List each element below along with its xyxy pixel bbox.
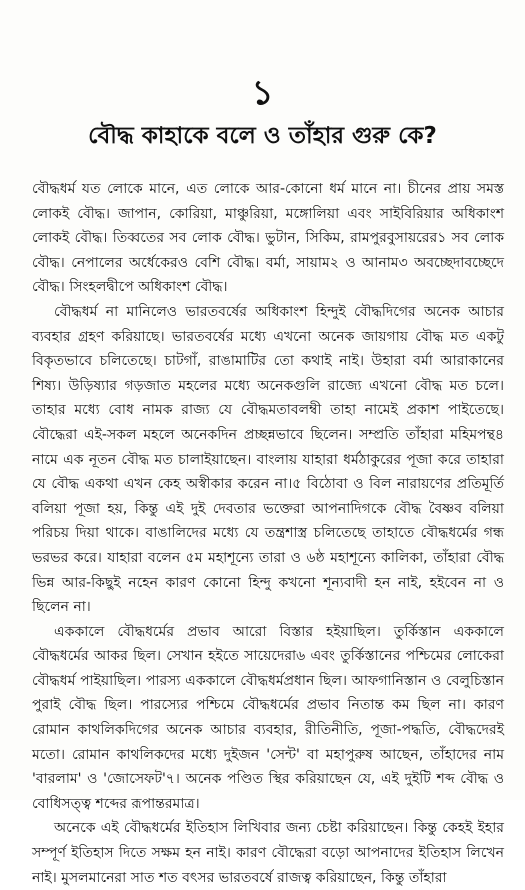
paragraph-4: অনেকে এই বৌদ্ধধর্মের ইতিহাস লিখিবার জন্য চেষ্টা করিয়াছেন। কিন্তু কেহই ইহার সম্পূর্ণ ইতিহাস দিতে সক্ষম হন নাই। কারণ বৌদ্ধেরা বড়ো আপনাদের ইতিহাস লিখেন নাই। মুসলমানেরা সাত শত বৎসর ভারতবর্ষে রাজত্ব করিয়াছেন, কিন্তু তাঁহারা bbox=[32, 820, 504, 886]
chapter-title: বৌদ্ধ কাহাকে বলে ও তাঁহার গুরু কে? bbox=[88, 123, 437, 149]
body-text bbox=[32, 177, 504, 890]
paragraph-1: বৌদ্ধধর্ম যত লোকে মানে, এত লোকে আর-কোনো ধর্ম মানে না। চীনের প্রায় সমস্ত লোকই বৌদ্ধ। জাপান, কোরিয়া, মাঞ্চুরিয়া, মঙ্গোলিয়া এবং সাইবিরিয়ার অধিকাংশ লোকই বৌদ্ধ। তিব্বতের সব লোক বৌদ্ধ। ভুটান, সিকিম, রামপুরবুসায়রের১ সব লোক বৌদ্ধ। নেপালের অর্ধেকেরও বেশি বৌদ্ধ। বর্মা, সায়াম২ ও আনাম৩ অবচ্ছেদাবচ্ছেদে বৌদ্ধ। সিংহলদ্বীপে অধিকাংশ বৌদ্ধ। bbox=[32, 181, 504, 296]
paragraph-2: বৌদ্ধধর্ম না মানিলেও ভারতবর্ষের অধিকাংশ হিন্দুই বৌদ্ধদিগের অনেক আচার ব্যবহার গ্রহণ করিয়াছে। ভারতবর্ষের মধ্যে এখনো অনেক জায়গায় বৌদ্ধ মত একটু বিকৃতভাবে চলিতেছে। চাটগাঁ, রাঙামাটির তো কথাই নাই। উহারা বর্মা আরাকানের শিষ্য। উড়িষ্যার গড়জাত মহলের মধ্যে অনেকগুলি রাজ্যে এখনো বৌদ্ধ মত চলে। তাহার মধ্যে বোধ নামক রাজ্য যে বৌদ্ধমতাবলম্বী তাহা নামেই প্রকাশ পাইতেছে। বৌদ্ধেরা এই-সকল মহলে অনেকদিন প্রচ্ছন্নভাবে ছিলেন। সম্প্রতি তাঁহারা মহিমপন্থ৪ নামে এক নূতন বৌদ্ধ মত চালাইয়াছেন। বাংলায় যাহারা ধর্মঠাকুরের পূজা করে তাহারা যে বৌদ্ধ একথা এখন কেহ অস্বীকার করেন না।৫ বিঠোবা ও বিল নারায়ণের প্রতিমূর্তি বলিয়া পূজা হয়, কিন্তু এই দুই দেবতার ভক্তেরা আপনাদিগকে বৌদ্ধ বৈষ্ণব বলিয়া পরিচয় দিয়া থাকে। বাঙালিদের মধ্যে যে তন্ত্রশাস্ত্র চলিতেছে তাহাতে বৌদ্ধধর্মের গন্ধ ভরভর করে। যাহারা বলেন ৫ম মহাশূন্যে তারা ও ৬ষ্ঠ মহাশূন্যে কালিকা, তাঁহারা বৌদ্ধ ভিন্ন আর-কিছুই নহেন কারণ কোনো হিন্দু কখনো শূন্যবাদী হন নাই, হইবেন না ও ছিলেন না। bbox=[32, 303, 504, 616]
chapter-number: ১ bbox=[251, 73, 274, 113]
paragraph-3: এককালে বৌদ্ধধর্মের প্রভাব আরো বিস্তার হইয়াছিল। তুর্কিস্তান এককালে বৌদ্ধধর্মের আকর ছিল। সেখান হইতে সায়েদেরা৬ এবং তুর্কিস্তানের পশ্চিমের লোকেরা বৌদ্ধধর্ম পাইয়াছিল। পারস্য এককালে বৌদ্ধধর্মপ্রধান ছিল। আফগানিস্তান ও বেলুচিস্তান পুরাই বৌদ্ধ ছিল। পারস্যের পশ্চিমে বৌদ্ধধর্মের প্রভাব নিতান্ত কম ছিল না। কারণ রোমান কাথলিকদিগের অনেক আচার ব্যবহার, রীতিনীতি, পূজা-পদ্ধতি, বৌদ্ধদেরই মতো। রোমান কাথলিকদের মধ্যে দুইজন 'সেন্ট' বা মহাপুরুষ আছেন, তাঁহাদের নাম 'বারলাম' ও 'জোসেফট'৭। অনেক পণ্ডিত স্থির করিয়াছেন যে, এই দুইটি শব্দ বৌদ্ধ ও বোধিসত্ত্ব শব্দের রূপান্তরমাত্র। bbox=[32, 623, 504, 812]
